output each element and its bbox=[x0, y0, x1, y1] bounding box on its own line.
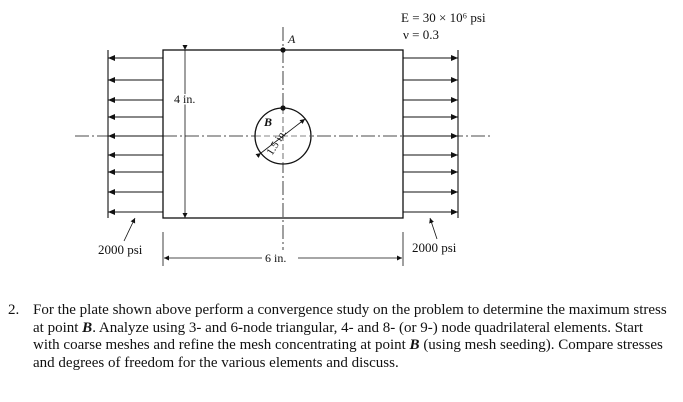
problem-text bbox=[33, 302, 673, 372]
point-a-marker bbox=[280, 47, 285, 52]
point-reference-2: B bbox=[409, 337, 420, 353]
left-load-group bbox=[108, 50, 163, 218]
right-load-group bbox=[403, 50, 458, 218]
height-label: 4 in. bbox=[174, 92, 196, 106]
poisson-label: ν = 0.3 bbox=[403, 27, 439, 42]
point-b-label: B bbox=[264, 115, 273, 129]
problem-text-part1: For the plate shown above perform a convergence study on the problem to determine the maximum stress at point bbox=[33, 302, 667, 336]
right-load-leader bbox=[430, 218, 437, 239]
point-b-marker bbox=[280, 105, 285, 110]
point-reference-1: B bbox=[82, 319, 93, 336]
point-a-label: A bbox=[288, 32, 296, 46]
width-label: 6 in. bbox=[265, 251, 287, 265]
problem-text-part3: (using mesh seeding). Compare stresses and degrees of freedom for the various elements and discuss. bbox=[33, 337, 663, 371]
right-load-label: 2000 psi bbox=[412, 240, 457, 255]
modulus-label: E = 30 × 10⁶ psi bbox=[401, 10, 486, 25]
left-load-leader bbox=[124, 218, 135, 241]
left-load-label: 2000 psi bbox=[98, 242, 143, 257]
problem-text-part2: . Analyze using 3- and 6-node triangular, 4- and 8- (or 9-) node quadrilateral elements. Start with coarse meshes and refine the mesh concentrating at point bbox=[33, 319, 644, 353]
problem-number: 2. bbox=[8, 302, 20, 318]
diameter-label: 1.5 in. bbox=[264, 127, 290, 158]
